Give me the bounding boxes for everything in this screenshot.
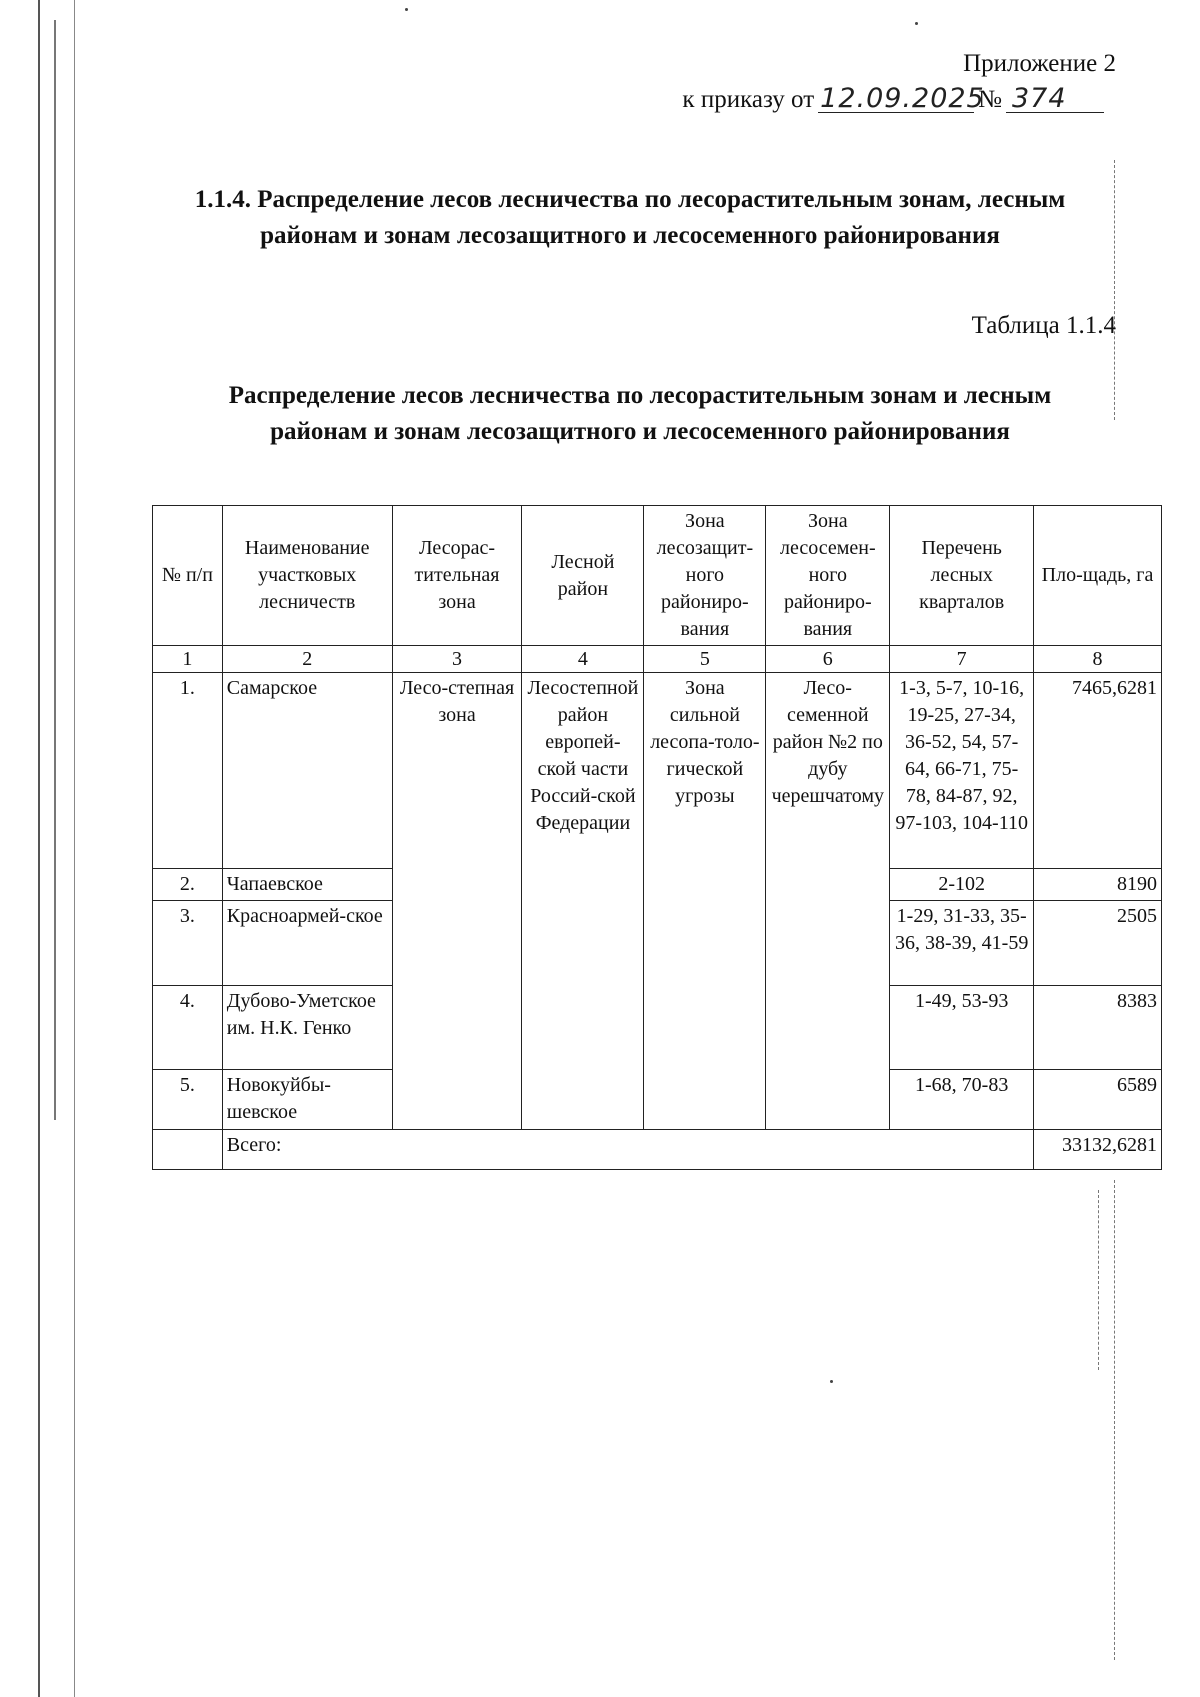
scan-artifact-right-1	[1114, 160, 1115, 420]
protection-zone: Зона сильной лесопа-толо-гической угрозы	[644, 673, 766, 1130]
header-cell: Лесорас-тительная зона	[392, 506, 522, 646]
column-number: 7	[890, 646, 1034, 673]
table-label: Таблица 1.1.4	[971, 312, 1116, 339]
row-number: 3.	[153, 901, 223, 986]
table-header-row	[153, 506, 1162, 646]
scan-artifact-right-3	[1098, 1190, 1099, 1370]
header-cell: Перечень лесных кварталов	[890, 506, 1034, 646]
forestry-name: Самарское	[222, 673, 392, 869]
scan-speck	[405, 8, 408, 11]
forestry-name: Красноармей-ское	[222, 901, 392, 986]
total-label: Всего:	[222, 1130, 1033, 1170]
row-number: 1.	[153, 673, 223, 869]
quarters-list: 2-102	[890, 869, 1034, 901]
scan-artifact-right-2	[1114, 1180, 1115, 1660]
total-row	[153, 1130, 1162, 1170]
forestry-name: Новокуйбы-шевское	[222, 1070, 392, 1130]
forest-zone: Лесо-степная зона	[392, 673, 522, 1130]
header-cell: Пло-щадь, га	[1034, 506, 1162, 646]
row-number: 5.	[153, 1070, 223, 1130]
header-cell: Лесной район	[522, 506, 644, 646]
column-number: 4	[522, 646, 644, 673]
area-value: 7465,6281	[1034, 673, 1162, 869]
header-cell: Наименование участковых лесничеств	[222, 506, 392, 646]
seed-zone: Лесо-семенной район №2 по дубу черешчатому	[766, 673, 890, 1130]
order-number: 374	[1006, 86, 1104, 113]
quarters-list: 1-68, 70-83	[890, 1070, 1034, 1130]
header-cell: Зона лесозащит-ного райониро-вания	[644, 506, 766, 646]
row-number: 4.	[153, 986, 223, 1070]
area-value: 8190	[1034, 869, 1162, 901]
scan-speck	[915, 22, 918, 25]
header-cell: Зона лесосемен-ного райониро-вания	[766, 506, 890, 646]
column-number: 2	[222, 646, 392, 673]
area-value: 2505	[1034, 901, 1162, 986]
area-value: 8383	[1034, 986, 1162, 1070]
order-reference	[682, 83, 1104, 114]
scan-artifact-left-3	[74, 0, 75, 1697]
scan-artifact-left-1	[38, 0, 40, 1697]
quarters-list: 1-3, 5-7, 10-16, 19-25, 27-34, 36-52, 54, 57-64, 66-71, 75-78, 84-87, 92, 97-103, 104-110	[890, 673, 1034, 869]
quarters-list: 1-49, 53-93	[890, 986, 1034, 1070]
column-number: 3	[392, 646, 522, 673]
forestry-name: Дубово-Уметское им. Н.К. Генко	[222, 986, 392, 1070]
area-value: 6589	[1034, 1070, 1162, 1130]
column-number: 1	[153, 646, 223, 673]
table-row	[153, 673, 1162, 869]
column-number: 5	[644, 646, 766, 673]
order-date: 12.09.2025	[820, 83, 985, 114]
column-number-row	[153, 646, 1162, 673]
header-cell: № п/п	[153, 506, 223, 646]
total-area: 33132,6281	[1034, 1130, 1162, 1170]
scan-artifact-left-2	[54, 20, 56, 1120]
total-empty-cell	[153, 1130, 223, 1170]
table-title: Распределение лесов лесничества по лесорастительным зонам и лесным районам и зонам лесозащитного и лесосеменного районирования	[228, 382, 1052, 445]
order-prefix: к приказу от	[682, 86, 815, 113]
forestry-name: Чапаевское	[222, 869, 392, 901]
quarters-list: 1-29, 31-33, 35-36, 38-39, 41-59	[890, 901, 1034, 986]
column-number: 8	[1034, 646, 1162, 673]
appendix-label: Приложение 2	[963, 50, 1116, 77]
row-number: 2.	[153, 869, 223, 901]
forest-distribution-table	[152, 505, 1162, 1170]
section-title: 1.1.4. Распределение лесов лесничества по лесорастительным зонам, лесным районам и зонам лесозащитного и лесосеменного районирования	[194, 186, 1066, 249]
scan-speck	[830, 1380, 833, 1383]
column-number: 6	[766, 646, 890, 673]
number-sign: №	[978, 86, 1002, 113]
forest-district: Лесостепной район европей-ской части Россий-ской Федерации	[522, 673, 644, 1130]
